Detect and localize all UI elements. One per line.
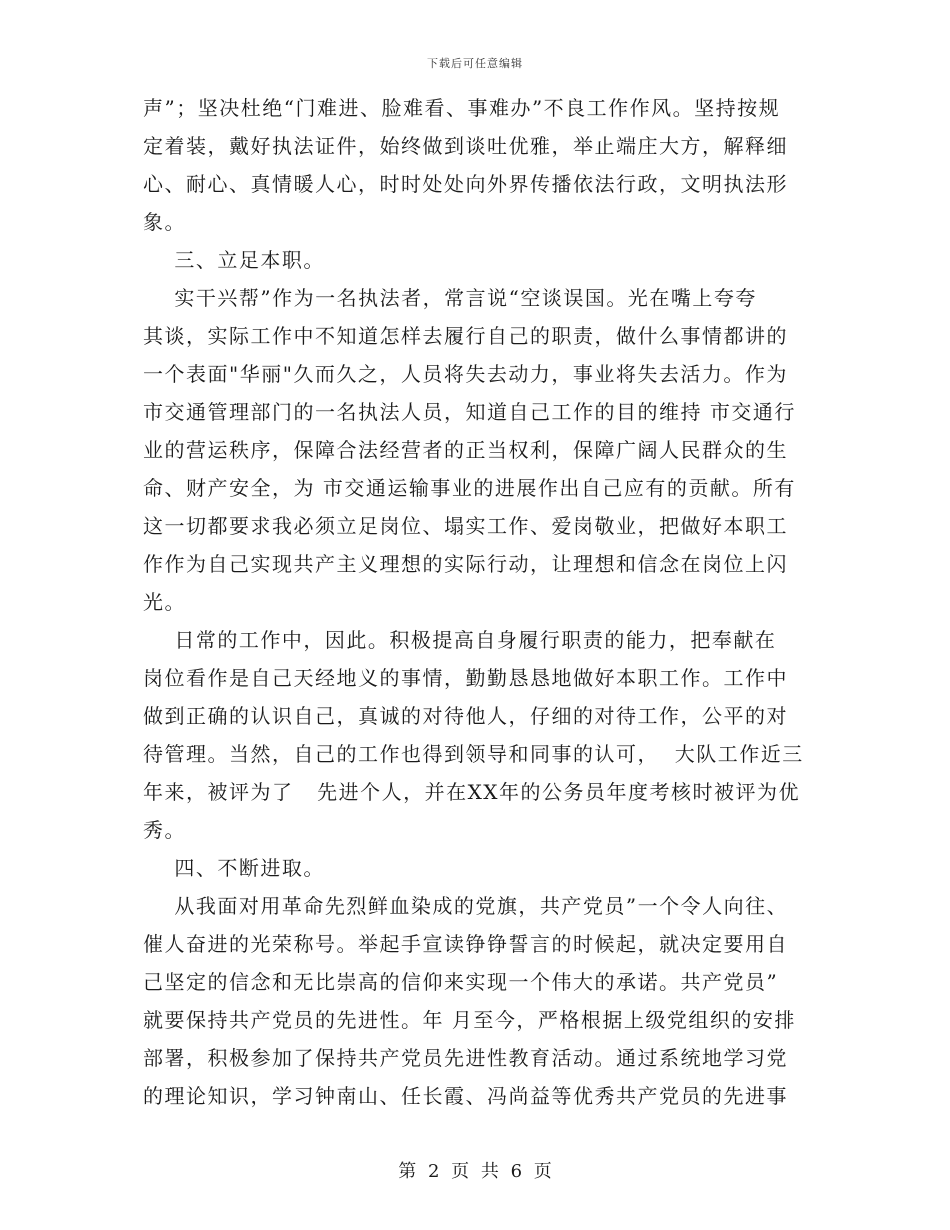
page-header: 下载后可任意编辑 [427,57,523,70]
section-heading: 三、立足本职。 [143,248,325,272]
text-line: 作作为自己实现共产主义理想的实际行动，让理想和信念在岗位上闪 [143,552,788,576]
text-line: 其谈，实际工作中不知道怎样去履行自己的职责，做什么事情都讲的 [143,324,788,348]
text-line: 光。 [143,590,186,614]
text-line: 实干兴帮”作为一名执法者，常言说“空谈误国。光在嘴上夸夸 [143,286,757,310]
text-line: 一个表面"华丽"久而久之，人员将失去动力，事业将失去活力。作为 [143,362,788,386]
text-line: 己坚定的信念和无比崇高的信仰来实现一个伟大的承诺。共产党员” [143,970,779,994]
text-line: 从我面对用革命先烈鲜血染成的党旗，共产党员”一个令人向往、 [143,894,789,918]
text-line: 日常的工作中，因此。积极提高自身履行职责的能力，把奉献在 [143,628,777,652]
page-number: 第 2 页 共 6 页 [398,1161,552,1182]
text-line: 象。 [143,210,186,234]
text-line: 市交通管理部门的一名执法人员，知道自己工作的目的维持 市交通行 [143,400,796,424]
text-line: 业的营运秩序，保障合法经营者的正当权利，保障广阔人民群众的生 [143,438,788,462]
text-line: 催人奋进的光荣称号。举起手宣读铮铮誓言的时候起，就决定要用自 [143,932,788,956]
text-line: 待管理。当然，自己的工作也得到领导和同事的认可， 大队工作近三 [143,742,804,766]
text-line: 这一切都要求我必须立足岗位、塌实工作、爱岗敬业，把做好本职工 [143,514,788,538]
section-heading: 四、不断进取。 [143,856,325,880]
text-line: 秀。 [143,818,186,842]
text-line: 声”；坚决杜绝“门难进、脸难看、事难办”不良工作作风。坚持按规 [143,96,781,120]
text-line: 做到正确的认识自己，真诚的对待他人，仔细的对待工作，公平的对 [143,704,788,728]
text-line: 岗位看作是自己天经地义的事情，勤勤恳恳地做好本职工作。工作中 [143,666,788,690]
text-line: 命、财产安全，为 市交通运输事业的进展作出自己应有的贡献。所有 [143,476,796,500]
text-line: 就要保持共产党员的先进性。年 月至今，严格根据上级党组织的安排 [143,1008,796,1032]
text-line: 心、耐心、真情暖人心，时时处处向外界传播依法行政，文明执法形 [143,172,788,196]
text-line: 的理论知识，学习钟南山、任长霞、冯尚益等优秀共产党员的先进事 [143,1084,788,1108]
text-line: 定着装，戴好执法证件，始终做到谈吐优雅，举止端庄大方，解释细 [143,134,788,158]
text-line: 部署，积极参加了保持共产党员先进性教育活动。通过系统地学习党 [143,1046,788,1070]
text-line: 年来，被评为了 先进个人，并在XX年的公务员年度考核时被评为优 [143,780,801,804]
